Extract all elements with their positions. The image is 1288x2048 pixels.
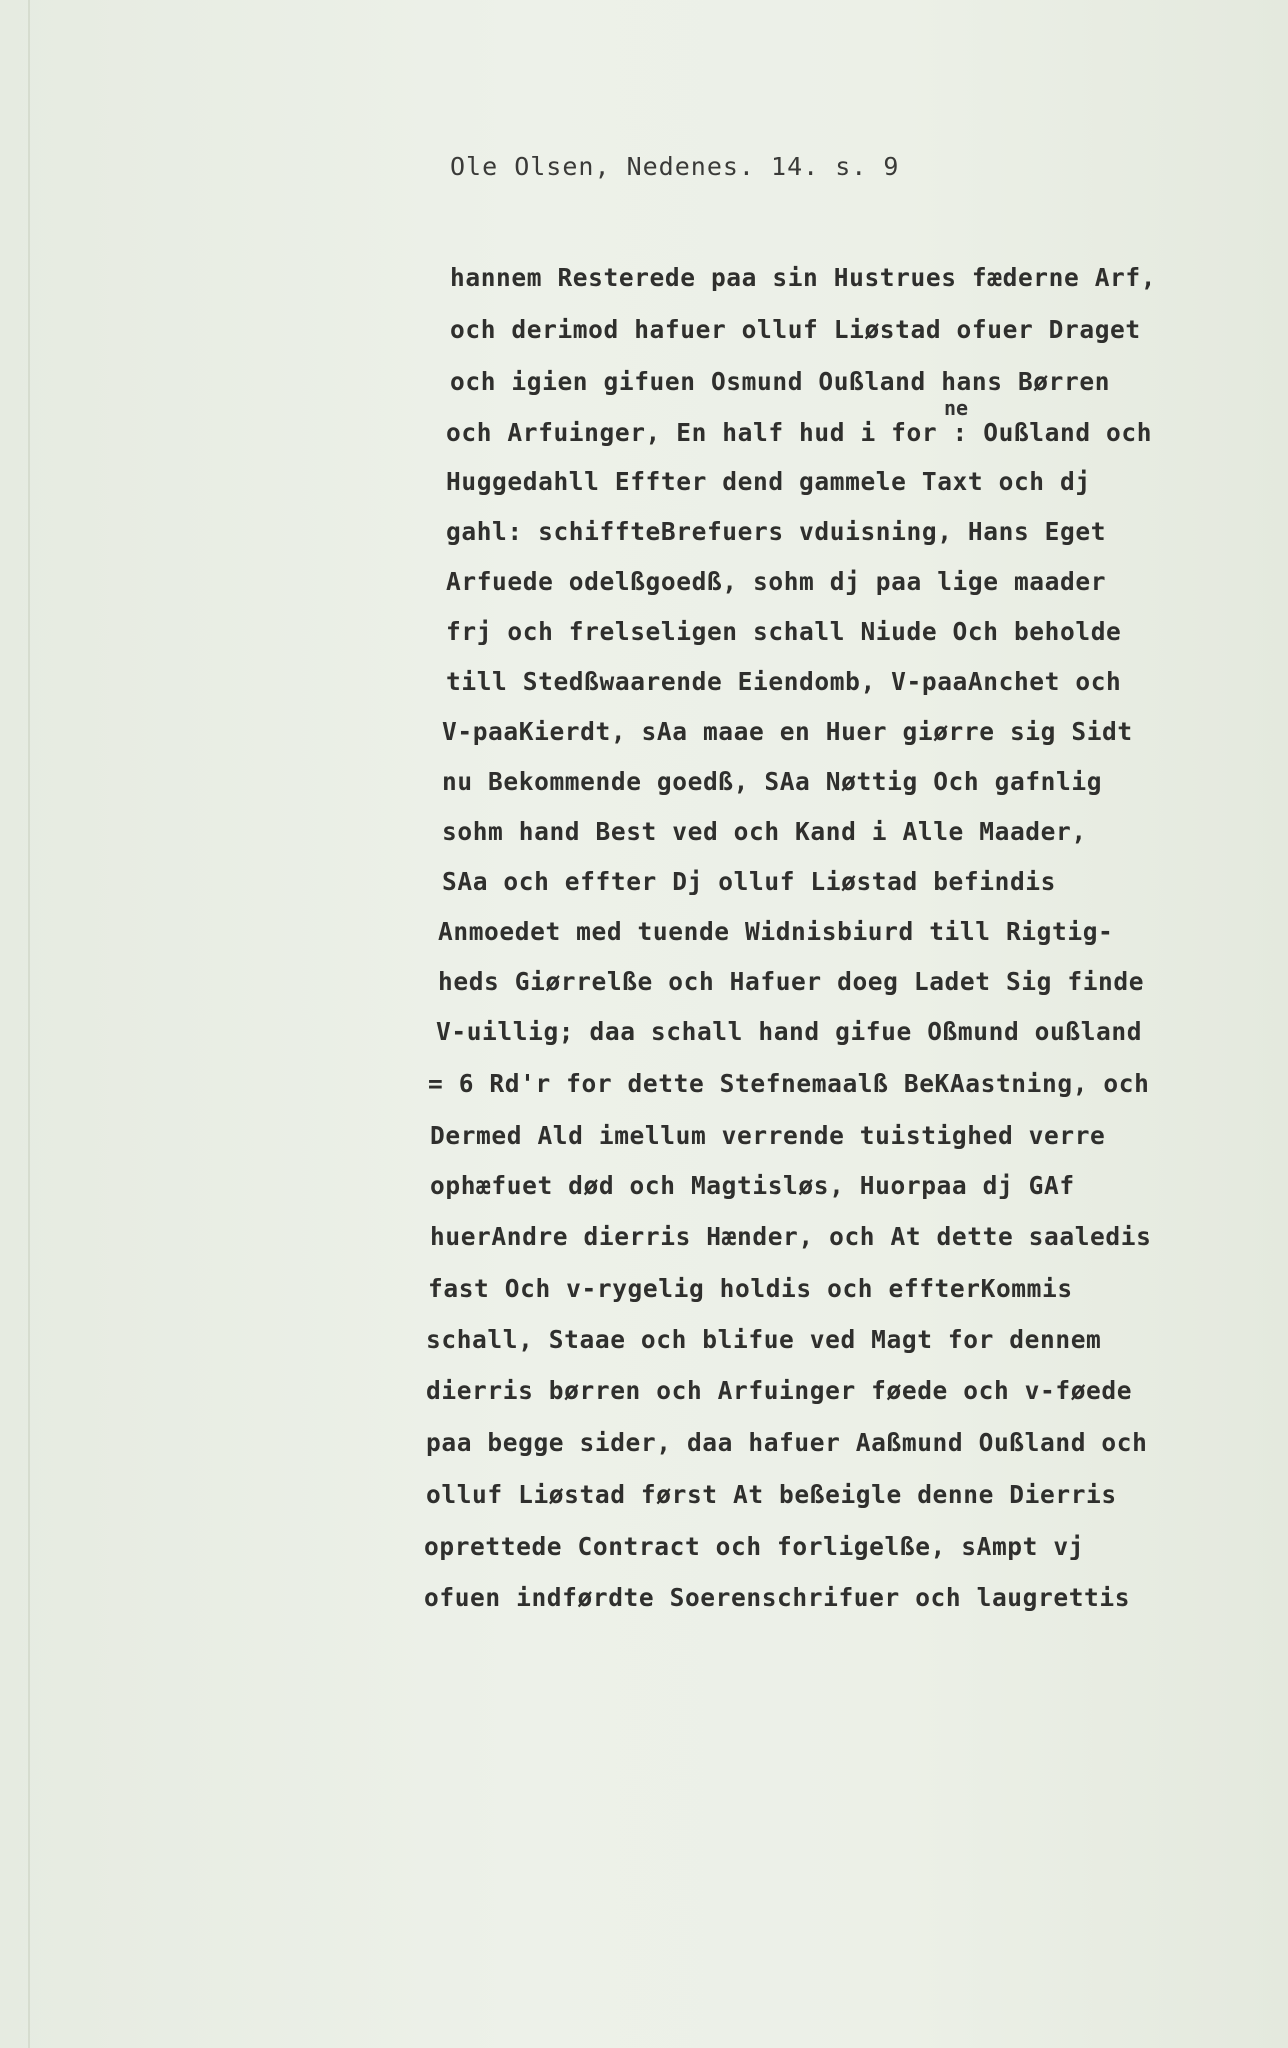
text-line: oprettede Contract och forligelße, sAmpt vj <box>424 1532 1085 1561</box>
text-line: sohm hand Best ved och Kand i Alle Maader, <box>442 817 1087 846</box>
text-line: V-uillig; daa schall hand gifue Oßmund oußland <box>436 1017 1143 1046</box>
text-line: schall, Staae och blifue ved Magt for dennem <box>426 1325 1102 1354</box>
text-line: dierris børren och Arfuinger føede och v-føede <box>426 1376 1133 1405</box>
text-line: V-paaKierdt, sAa maae en Huer giørre sig Sidt <box>442 717 1133 746</box>
text-line: Arfuede odelßgoedß, sohm dj paa lige maader <box>446 567 1107 596</box>
text-line: nu Bekommende goedß, SAa Nøttig Och gafnlig <box>442 767 1103 796</box>
text-line: och igien gifuen Osmund Oußland hans Børren <box>450 367 1111 396</box>
text-line: Huggedahll Effter dend gammele Taxt och dj <box>446 467 1091 496</box>
text-line: Anmoedet med tuende Widnisbiurd till Rigtig- <box>438 917 1114 946</box>
text-line: ofuen indførdte Soerenschrifuer och laugrettis <box>424 1583 1131 1612</box>
text-line: ophæfuet død och Magtisløs, Huorpaa dj GAf <box>430 1171 1075 1200</box>
document-header: Ole Olsen, Nedenes. 14. s. 9 <box>450 152 900 181</box>
text-line: och Arfuinger, En half hud i for : Oußland och <box>446 418 1153 447</box>
text-line: SAa och effter Dj olluf Liøstad befindis <box>442 867 1057 896</box>
text-line: till Stedßwaarende Eiendomb, V-paaAnchet och <box>446 667 1122 696</box>
text-line: gahl: schiffteBrefuers vduisning, Hans Eget <box>446 517 1107 546</box>
text-line: frj och frelseligen schall Niude Och beholde <box>446 617 1122 646</box>
text-line: Dermed Ald imellum verrende tuistighed verre <box>430 1121 1106 1150</box>
text-line: heds Giørrelße och Hafuer doeg Ladet Sig finde <box>438 967 1145 996</box>
text-line: och derimod hafuer olluf Liøstad ofuer Draget <box>450 315 1141 344</box>
superscript-ne: ne <box>944 396 969 420</box>
text-line: = 6 Rd'r for dette Stefnemaalß BeKAastning, och <box>428 1069 1150 1098</box>
text-line: olluf Liøstad først At beßeigle denne Dierris <box>426 1480 1117 1509</box>
text-line: fast Och v-rygelig holdis och effterKommis <box>428 1274 1073 1303</box>
text-line: paa begge sider, daa hafuer Aaßmund Oußland och <box>426 1428 1148 1457</box>
text-line: hannem Resterede paa sin Hustrues fæderne Arf, <box>450 263 1157 292</box>
text-line: huerAndre dierris Hænder, och At dette saaledis <box>430 1222 1152 1251</box>
